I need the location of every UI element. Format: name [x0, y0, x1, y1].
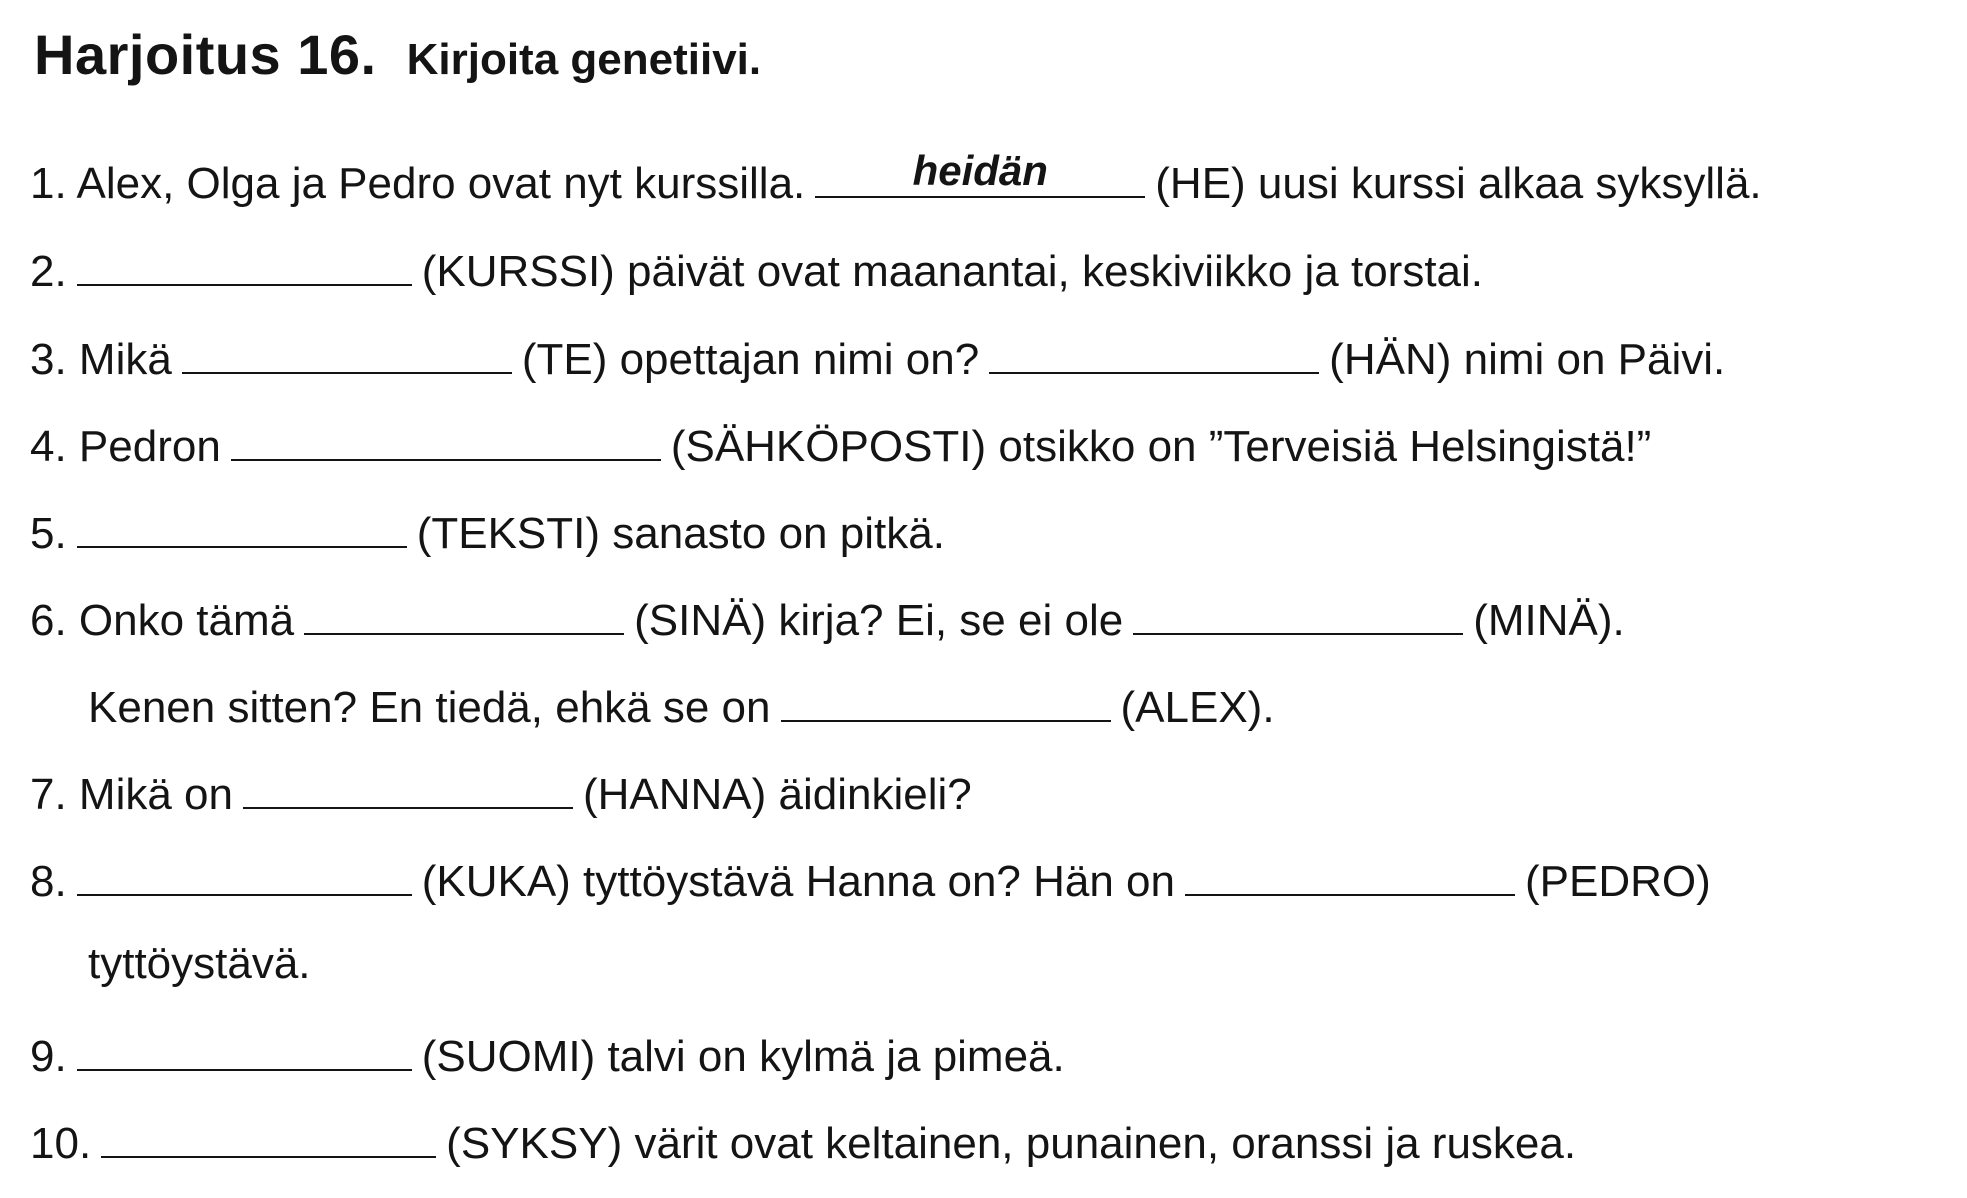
answer-blank[interactable]	[77, 236, 412, 286]
exercise-title: Harjoitus 16.	[34, 23, 377, 86]
item-text: (SINÄ) kirja? Ei, se ei ole	[634, 596, 1124, 645]
item-text: 1. Alex, Olga ja Pedro ovat nyt kurssilla.	[30, 159, 806, 208]
answer-blank[interactable]	[989, 324, 1319, 374]
exercise-item-8	[30, 846, 1711, 906]
answer-blank[interactable]	[182, 324, 512, 374]
answer-blank[interactable]	[101, 1108, 436, 1158]
exercise-instruction: Kirjoita genetiivi.	[406, 35, 762, 84]
item-text: (ALEX).	[1120, 683, 1275, 732]
item-text: (KUKA) tyttöystävä Hanna on? Hän on	[421, 857, 1175, 906]
item-text: (TE) opettajan nimi on?	[521, 335, 980, 384]
exercise-item-4	[30, 411, 1651, 471]
item-text: Kenen sitten? En tiedä, ehkä se on	[88, 683, 771, 732]
answer-blank[interactable]	[1133, 585, 1463, 635]
item-text: (SÄHKÖPOSTI) otsikko on ”Terveisiä Helsingistä!”	[670, 422, 1652, 471]
item-text: 6. Onko tämä	[30, 596, 295, 645]
answer-blank[interactable]	[815, 148, 1145, 198]
exercise-item-10	[30, 1108, 1576, 1168]
item-text: 3. Mikä	[30, 335, 172, 384]
exercise-item-1	[30, 148, 1762, 208]
answer-blank[interactable]	[781, 672, 1111, 722]
item-text: 5.	[30, 509, 67, 558]
exercise-item-7	[30, 759, 972, 819]
filled-answer: heidän	[912, 147, 1048, 194]
answer-blank[interactable]	[231, 411, 661, 461]
answer-blank[interactable]	[243, 759, 573, 809]
item-text: tyttöystävä.	[88, 939, 311, 988]
item-text: 2.	[30, 247, 67, 296]
exercise-item-9	[30, 1021, 1065, 1081]
item-text: (HÄN) nimi on Päivi.	[1329, 335, 1726, 384]
item-text: (HE) uusi kurssi alkaa syksyllä.	[1155, 159, 1762, 208]
answer-blank[interactable]	[1185, 846, 1515, 896]
item-text: (PEDRO)	[1525, 857, 1711, 906]
exercise-item-5	[30, 498, 945, 558]
item-text: 8.	[30, 857, 67, 906]
item-text: 4. Pedron	[30, 422, 221, 471]
exercise-item-6	[30, 585, 1625, 645]
item-text: (KURSSI) päivät ovat maanantai, keskiviikko ja torstai.	[421, 247, 1484, 296]
item-text: 9.	[30, 1032, 67, 1081]
item-text: 7. Mikä on	[30, 770, 233, 819]
exercise-item-3	[30, 324, 1725, 384]
answer-blank[interactable]	[77, 1021, 412, 1071]
answer-blank[interactable]	[77, 846, 412, 896]
item-text: 10.	[30, 1119, 92, 1168]
item-text: (TEKSTI) sanasto on pitkä.	[416, 509, 945, 558]
item-text: (MINÄ).	[1473, 596, 1625, 645]
answer-blank[interactable]	[77, 498, 407, 548]
item-text: (SUOMI) talvi on kylmä ja pimeä.	[421, 1032, 1065, 1081]
exercise-item-8-continuation	[88, 934, 311, 994]
item-text: (HANNA) äidinkieli?	[582, 770, 972, 819]
exercise-item-6-continuation	[88, 672, 1275, 732]
item-text: (SYKSY) värit ovat keltainen, punainen, oranssi ja ruskea.	[446, 1119, 1577, 1168]
exercise-item-2	[30, 236, 1483, 296]
exercise-header	[34, 22, 761, 87]
answer-blank[interactable]	[304, 585, 624, 635]
